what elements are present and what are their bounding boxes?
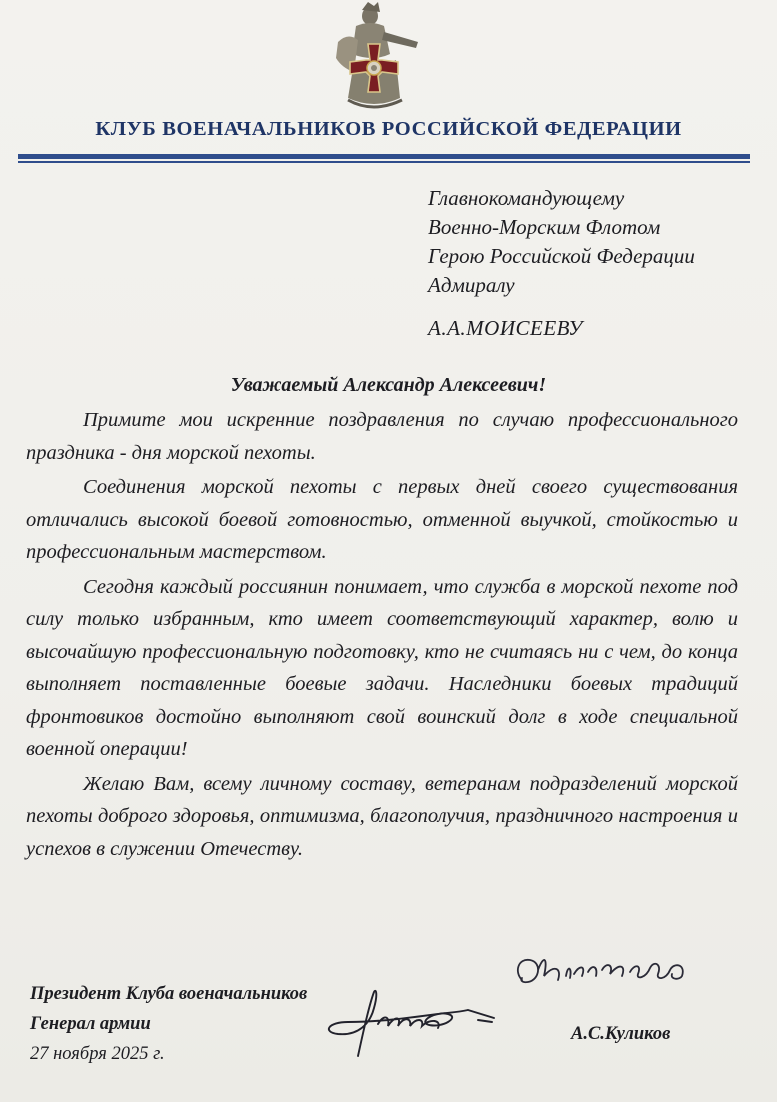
paragraph: Примите мои искренние поздравления по случаю профессионального праздника - дня морской пехоты. bbox=[26, 409, 738, 464]
signatory-name: А.С.Куликов bbox=[571, 1024, 671, 1044]
paragraph: Желаю Вам, всему личному составу, ветеранам подразделений морской пехоты доброго здоровья, оптимизма, благополучия, праздничного настроения и успехов в служении Отечеству. bbox=[26, 772, 738, 860]
letter-date: 27 ноября 2025 г. bbox=[30, 1044, 165, 1064]
paragraph: Соединения морской пехоты с первых дней своего существования отличались высокой боевой готовностью, отменной выучкой, стойкостью и профессиональным мастерством. bbox=[26, 476, 738, 563]
addressee-line: Герою Российской Федерации bbox=[428, 244, 695, 268]
signatory-title: Президент Клуба военачальников bbox=[30, 984, 308, 1004]
recipient-name: А.А.МОИСЕЕВУ bbox=[428, 316, 583, 340]
addressee-line: Военно-Морским Флотом bbox=[428, 215, 661, 239]
salutation: Уважаемый Александр Алексеевич! bbox=[230, 374, 547, 396]
organization-name: КЛУБ ВОЕНАЧАЛЬНИКОВ РОССИЙСКОЙ ФЕДЕРАЦИИ bbox=[95, 118, 682, 140]
header-rule-thick bbox=[18, 154, 750, 159]
order-badge-emblem-icon bbox=[318, 2, 428, 114]
signatory-rank: Генерал армии bbox=[30, 1014, 151, 1034]
handwritten-note-obnimayu bbox=[510, 950, 700, 1000]
letter-body bbox=[26, 404, 738, 867]
paragraph: Сегодня каждый россиянин понимает, что служба в морской пехоте под силу только избранным, кто имеет соответствующий характер, волю и высочайшую профессиональную подготовку, кто не считаясь ни с чем, до конца выполняет поставленные боевые задачи. Наследники боевых традиций фронтовиков достойно выполняют свой воинский долг в ходе специальной военной операции! bbox=[26, 575, 738, 760]
addressee-line: Главнокомандующему bbox=[428, 186, 625, 210]
signature-icon bbox=[318, 988, 498, 1058]
addressee-line: Адмиралу bbox=[428, 273, 515, 297]
addressee-block bbox=[428, 184, 758, 300]
header-rule-thin bbox=[18, 161, 750, 163]
